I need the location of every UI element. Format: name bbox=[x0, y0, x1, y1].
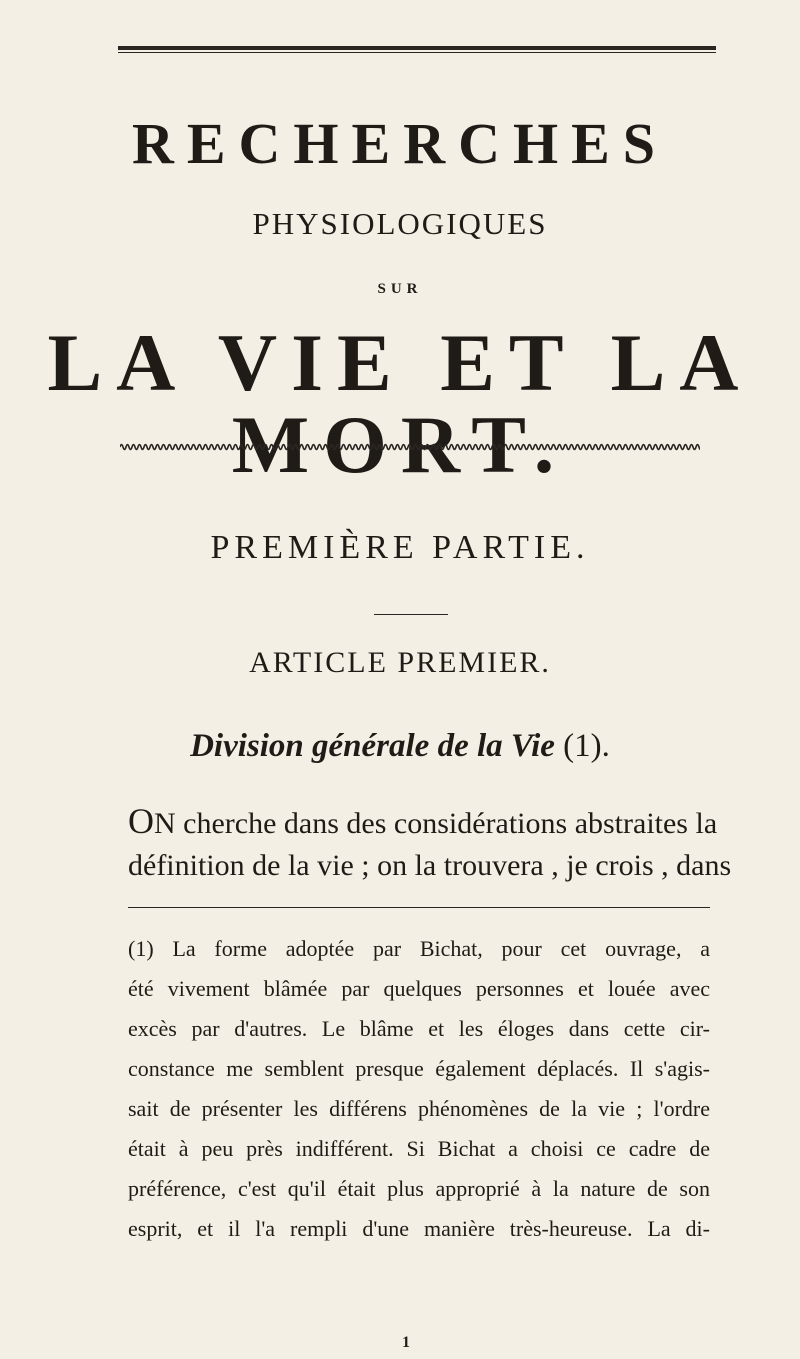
footnote-line: constance me semblent presque également déplacés. Il s'agis- bbox=[128, 1056, 710, 1081]
title-connector: SUR bbox=[377, 281, 423, 297]
body-line-1 bbox=[128, 800, 718, 845]
footnote-line: préférence, c'est qu'il était plus approprié à la nature de son bbox=[128, 1176, 710, 1201]
footnote-line: été vivement blâmée par quelques personnes et louée avec bbox=[128, 976, 710, 1001]
footnote-line: sait de présenter les différens phénomènes de la vie ; l'ordre bbox=[128, 1096, 710, 1121]
page-subtitle: PHYSIOLOGIQUES bbox=[252, 206, 548, 241]
article-heading: ARTICLE PREMIER. bbox=[249, 646, 551, 679]
body-line-2: définition de la vie ; on la trouvera , je crois , dans bbox=[128, 849, 732, 882]
division-heading bbox=[0, 730, 800, 763]
page-title: RECHERCHES bbox=[131, 111, 669, 176]
footnote-line: était à peu près indifférent. Si Bichat a choisi ce cadre de bbox=[128, 1136, 710, 1161]
top-thin-rule bbox=[118, 52, 716, 53]
footnote-line: (1) La forme adoptée par Bichat, pour cet ouvrage, a bbox=[128, 936, 710, 961]
footnote-line: esprit, et il l'a rempli d'une manière très-heureuse. La di- bbox=[128, 1216, 710, 1241]
footnote bbox=[128, 929, 710, 1249]
footnote-reference: (1). bbox=[554, 728, 610, 764]
footnote-line: excès par d'autres. Le blâme et les éloges dans cette cir- bbox=[128, 1016, 710, 1041]
wavy-ornament-rule bbox=[120, 441, 700, 453]
division-heading-text: Division générale de la Vie bbox=[190, 728, 555, 764]
part-heading: PREMIÈRE PARTIE. bbox=[210, 529, 590, 566]
main-subject-title: LA VIE ET LA MORT. bbox=[47, 317, 753, 490]
first-word-rest: N bbox=[154, 807, 176, 840]
signature-mark: 1 bbox=[402, 1334, 410, 1351]
body-paragraph bbox=[128, 800, 732, 887]
initial-letter: O bbox=[128, 801, 154, 841]
footnote-rule bbox=[128, 907, 710, 908]
body-line-1-text: cherche dans des considérations abstraites la bbox=[175, 807, 718, 840]
section-divider bbox=[374, 614, 448, 615]
top-thick-rule bbox=[118, 46, 716, 50]
